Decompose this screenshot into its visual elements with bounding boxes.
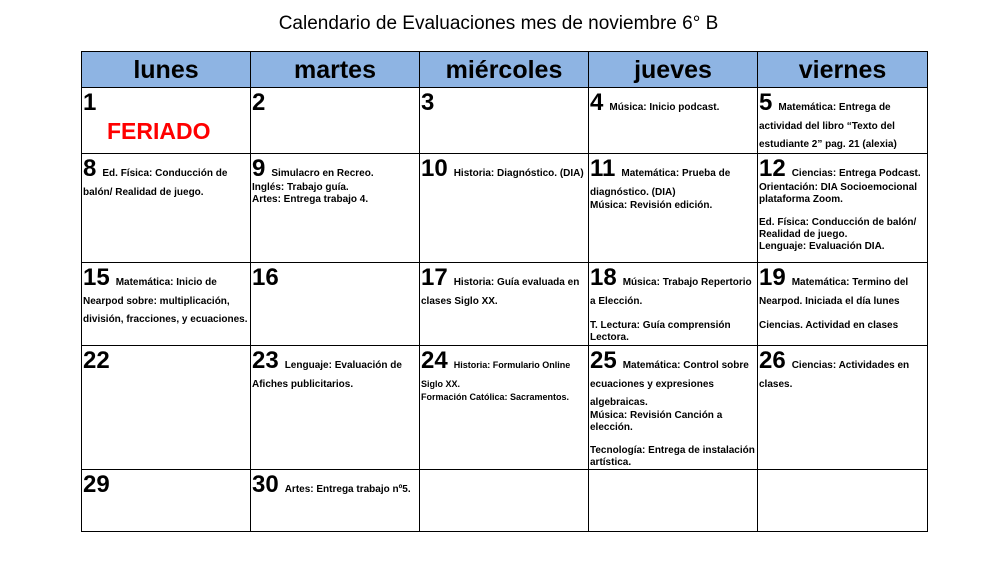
calendar-title: Calendario de Evaluaciones mes de noviembre 6° B	[278, 13, 719, 34]
day-number: 18	[590, 264, 617, 291]
day-cell	[82, 88, 251, 154]
evaluation-note: Ciencias. Actividad en clases	[759, 320, 899, 331]
evaluation-note: Lenguaje: Evaluación de Afiches publicitarios.	[252, 360, 402, 390]
evaluation-note: T. Lectura: Guía comprensión Lectora.	[590, 320, 731, 343]
day-number: 12	[759, 155, 786, 182]
day-number: 3	[421, 89, 435, 116]
evaluation-note: Historia: Formulario Online Siglo XX.	[421, 360, 571, 389]
day-number: 23	[252, 347, 279, 374]
day-cell	[251, 154, 420, 263]
day-cell	[589, 154, 758, 263]
day-number: 4	[590, 89, 604, 116]
day-number: 10	[421, 155, 448, 182]
evaluation-note: Matemática: Entrega de actividad del libro “Texto del estudiante 2” pag. 21 (alexia)	[759, 102, 897, 150]
day-number: 9	[252, 155, 266, 182]
evaluation-calendar	[81, 51, 928, 532]
day-cell	[758, 470, 928, 532]
header-lunes: lunes	[82, 52, 251, 88]
day-cell	[758, 263, 928, 346]
day-cell	[82, 346, 251, 470]
week-row	[82, 88, 928, 154]
evaluation-note: Música: Revisión edición.	[590, 200, 713, 211]
day-number: 19	[759, 264, 786, 291]
evaluation-note: Lenguaje: Evaluación DIA.	[759, 241, 885, 252]
day-number: 15	[83, 264, 110, 291]
week-row	[82, 346, 928, 470]
day-cell	[251, 470, 420, 532]
evaluation-note: Tecnología: Entrega de instalación artística.	[590, 445, 755, 468]
evaluation-note: Historia: Diagnóstico. (DIA)	[453, 168, 584, 179]
day-number: 24	[421, 347, 448, 374]
evaluation-note: Formación Católica: Sacramentos.	[421, 392, 570, 402]
evaluation-note: Matemática: Termino del Nearpod. Iniciada el día lunes	[759, 277, 909, 307]
header-martes: martes	[251, 52, 420, 88]
evaluation-note: Historia: Guía evaluada en clases Siglo XX.	[421, 277, 580, 307]
day-number: 17	[421, 264, 448, 291]
day-number: 25	[590, 347, 617, 374]
day-cell	[589, 470, 758, 532]
evaluation-note: Artes: Entrega trabajo 4.	[252, 194, 369, 205]
day-number: 16	[252, 264, 279, 291]
week-row	[82, 470, 928, 532]
day-cell	[82, 263, 251, 346]
evaluation-note: Ed. Física: Conducción de balón/ Realidad de juego.	[759, 217, 917, 240]
day-number: 1	[83, 89, 97, 116]
evaluation-note: Orientación: DIA Socioemocional plataforma Zoom.	[759, 182, 917, 205]
evaluation-note: Matemática: Prueba de diagnóstico. (DIA)	[590, 168, 731, 198]
weekday-header-row	[82, 52, 928, 88]
evaluation-note: Música: Trabajo Repertorio a Elección.	[590, 277, 752, 307]
day-cell	[82, 470, 251, 532]
day-cell	[251, 346, 420, 470]
day-cell	[758, 154, 928, 263]
day-cell	[420, 88, 589, 154]
day-number: 22	[83, 347, 110, 374]
day-number: 5	[759, 89, 773, 116]
header-jueves: jueves	[589, 52, 758, 88]
day-number: 26	[759, 347, 786, 374]
day-number: 8	[83, 155, 97, 182]
day-cell	[251, 263, 420, 346]
day-cell	[758, 88, 928, 154]
day-number: 29	[83, 471, 110, 498]
evaluation-note: Simulacro en Recreo.	[271, 168, 374, 179]
day-number: 30	[252, 471, 279, 498]
day-cell	[251, 88, 420, 154]
day-cell	[589, 346, 758, 470]
day-cell	[420, 470, 589, 532]
day-cell	[420, 346, 589, 470]
day-cell	[420, 154, 589, 263]
evaluation-note: Matemática: Control sobre ecuaciones y expresiones algebraicas.	[590, 360, 749, 408]
evaluation-note: Ciencias: Entrega Podcast.	[791, 168, 921, 179]
day-cell	[589, 263, 758, 346]
week-row	[82, 154, 928, 263]
holiday-label: FERIADO	[107, 118, 211, 144]
week-row	[82, 263, 928, 346]
evaluation-note: Música: Inicio podcast.	[609, 102, 720, 113]
header-viernes: viernes	[758, 52, 928, 88]
evaluation-note: Matemática: Inicio de Nearpod sobre: multiplicación, división, fracciones, y ecuaciones.	[83, 277, 248, 325]
day-cell	[82, 154, 251, 263]
evaluation-note: Ciencias: Actividades en clases.	[759, 360, 910, 390]
evaluation-note: Artes: Entrega trabajo nº5.	[284, 484, 411, 495]
day-cell	[758, 346, 928, 470]
day-number: 11	[590, 155, 616, 182]
day-number: 2	[252, 89, 266, 116]
header-miercoles: miércoles	[420, 52, 589, 88]
evaluation-note: Música: Revisión Canción a elección.	[590, 410, 723, 433]
evaluation-note: Inglés: Trabajo guía.	[252, 182, 349, 193]
day-cell	[420, 263, 589, 346]
evaluation-note: Ed. Física: Conducción de balón/ Realidad de juego.	[83, 168, 228, 198]
day-cell	[589, 88, 758, 154]
